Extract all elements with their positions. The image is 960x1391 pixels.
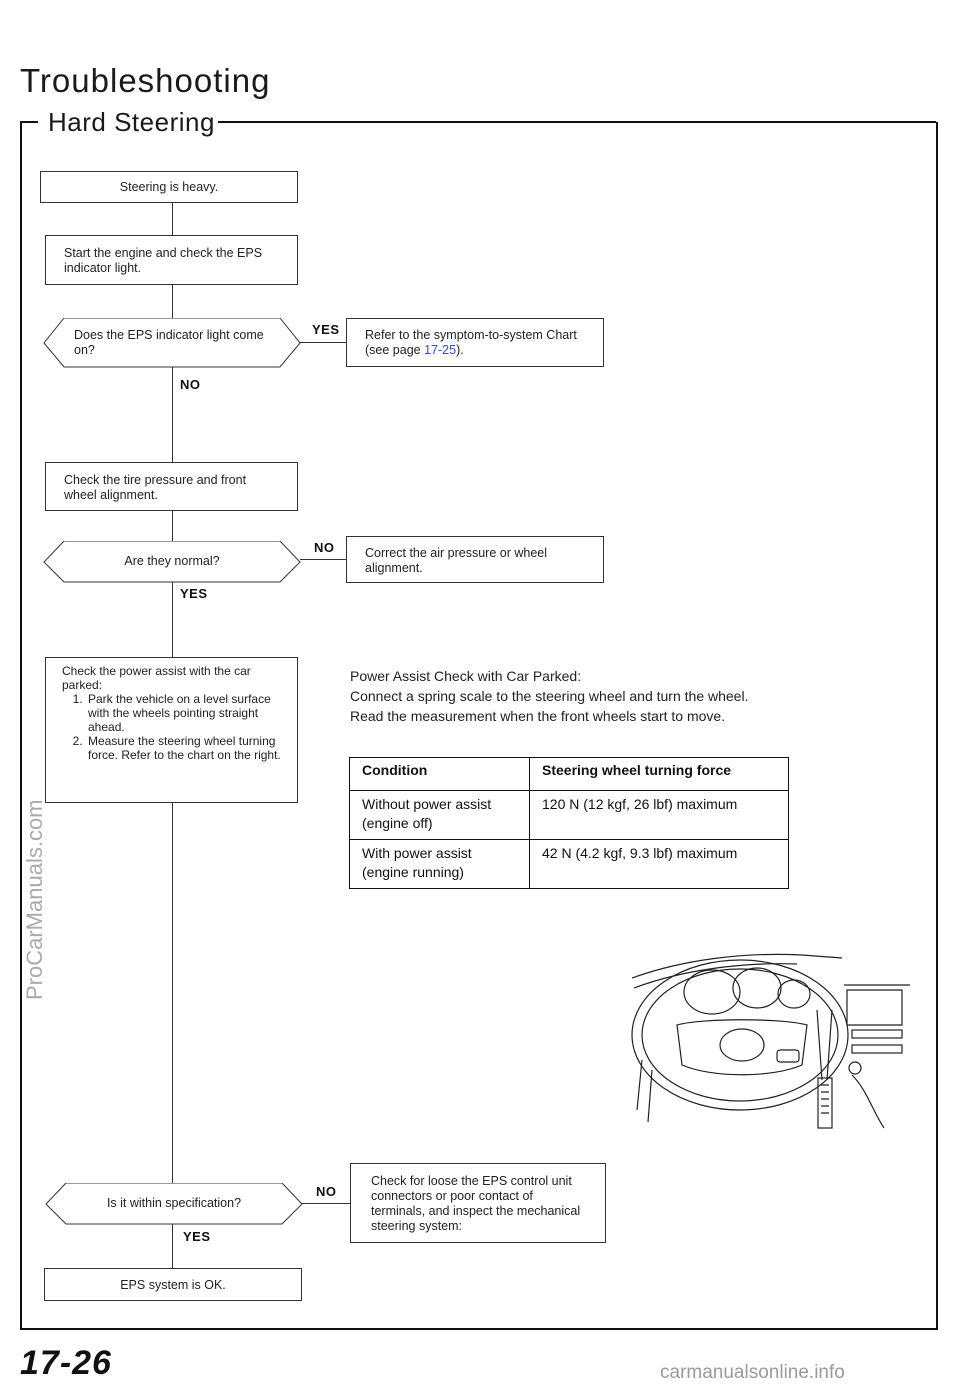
flow-step-system-ok — [44, 1268, 302, 1301]
frame-top-left-rule — [20, 121, 38, 123]
flow-step-text: Start the engine and check the EPS indicator light. — [64, 246, 263, 275]
section-title: Hard Steering — [48, 107, 215, 137]
page-link-17-25[interactable]: 17-25 — [424, 343, 457, 357]
check-step-item: 1. Park the vehicle on a level surface with the wheels pointing straight ahead. — [86, 692, 281, 734]
connector-no-3 — [302, 1203, 350, 1204]
flow-step-text: Steering is heavy. — [119, 180, 219, 194]
steering-wheel-illustration — [622, 950, 912, 1135]
spec-table — [349, 757, 789, 889]
table-cell: 42 N (4.2 kgf, 9.3 lbf) maximum — [530, 840, 789, 889]
no-label: NO — [180, 377, 201, 392]
flow-step-steering-heavy — [40, 171, 298, 203]
table-header: Steering wheel turning force — [530, 758, 789, 791]
power-assist-description — [350, 666, 780, 726]
decision-text: Does the EPS indicator light come on? — [74, 328, 264, 357]
decision-text: Is it within specification? — [106, 1196, 242, 1210]
table-row — [350, 840, 789, 889]
flow-decision-normal — [42, 541, 302, 583]
table-cell: With power assist (engine running) — [350, 840, 530, 889]
check-step-item: 2. Measure the steering wheel turning force. Refer to the chart on the right. — [86, 734, 281, 762]
page-title: Troubleshooting — [20, 62, 271, 99]
check-intro: Check the power assist with the car parked: — [62, 664, 251, 692]
power-assist-heading: Power Assist Check with Car Parked: — [350, 668, 582, 684]
table-header: Condition — [350, 758, 530, 791]
yes-label: YES — [312, 322, 340, 337]
flow-action-check-connectors — [350, 1163, 606, 1243]
side-watermark: ProCarManuals.com — [22, 799, 47, 1000]
no-label: NO — [314, 540, 335, 555]
table-cell: 120 N (12 kgf, 26 lbf) maximum — [530, 791, 789, 840]
footer-site: carmanualsonline.info — [660, 1362, 845, 1383]
action-text: Refer to the symptom-to-system Chart (see page — [365, 328, 577, 357]
connector-yes-1 — [300, 342, 346, 343]
table-header-row — [350, 758, 789, 791]
table-cell: Without power assist (engine off) — [350, 791, 530, 840]
power-assist-body: Connect a spring scale to the steering wheel and turn the wheel. Read the measurement when the front wheels start to move. — [350, 688, 749, 724]
flow-action-correct-pressure — [346, 536, 604, 583]
frame-top-right-rule — [218, 121, 936, 123]
table-row — [350, 791, 789, 840]
yes-label: YES — [180, 586, 208, 601]
flow-step-tire-check — [45, 462, 298, 511]
yes-label: YES — [183, 1229, 211, 1244]
flow-step-text: EPS system is OK. — [120, 1278, 226, 1292]
check-steps — [62, 692, 281, 762]
flow-decision-spec — [44, 1183, 304, 1225]
decision-text: Are they normal? — [124, 554, 220, 568]
flow-step-check-indicator — [45, 235, 298, 285]
action-text: Check for loose the EPS control unit connectors or poor contact of terminals, and inspect the mechanical steering system: — [371, 1174, 581, 1233]
page-number: 17-26 — [20, 1344, 112, 1382]
flow-step-text: Check the tire pressure and front wheel alignment. — [64, 473, 247, 502]
action-text: Correct the air pressure or wheel alignment. — [365, 546, 548, 575]
no-label: NO — [316, 1184, 337, 1199]
connector-no-2 — [300, 559, 346, 560]
flow-action-symptom-chart — [346, 318, 604, 367]
flow-step-power-assist-check — [45, 657, 298, 803]
flow-decision-eps-light — [42, 318, 302, 368]
action-text-end: ). — [456, 343, 464, 357]
